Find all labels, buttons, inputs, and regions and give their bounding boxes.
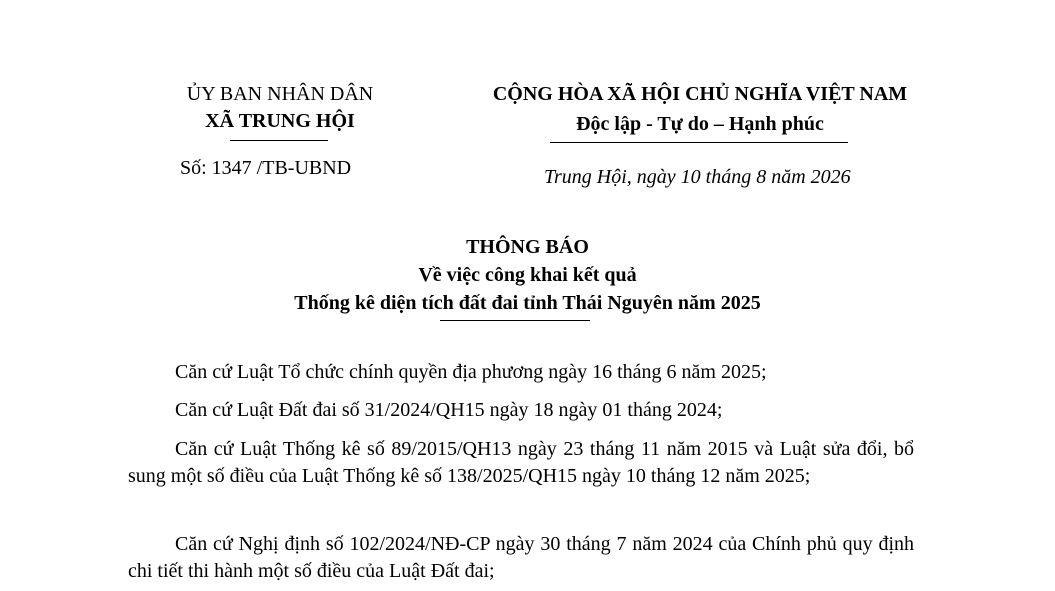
issuing-agency-line2: XÃ TRUNG HỘI (205, 110, 355, 132)
agency-underline (230, 140, 328, 141)
motto-underline (550, 142, 848, 143)
national-motto: Độc lập - Tự do – Hạnh phúc (576, 113, 824, 135)
document-type-title: THÔNG BÁO (466, 236, 589, 258)
legal-basis-paragraph: Căn cứ Luật Đất đai số 31/2024/QH15 ngày 18 ngày 01 tháng 2024; (175, 399, 723, 421)
issuing-agency-line1: ỦY BAN NHÂN DÂN (186, 83, 374, 105)
document-number: Số: 1347 /TB-UBND (180, 157, 352, 179)
document-subject-line1: Về việc công khai kết quả (418, 264, 637, 286)
legal-basis-paragraph: Căn cứ Nghị định số 102/2024/NĐ-CP ngày 30 tháng 7 năm 2024 của Chính phủ quy định chi tiết thi hành một số điều của Luật Đất đai; (128, 533, 914, 582)
title-underline (440, 320, 590, 321)
legal-basis-paragraph: Căn cứ Luật Thống kê số 89/2015/QH13 ngày 23 tháng 11 năm 2015 và Luật sửa đổi, bổ sung một số điều của Luật Thống kê số 138/2025/QH15 ngày 10 tháng 12 năm 2025; (128, 438, 914, 487)
document-subject-line2: Thống kê diện tích đất đai tỉnh Thái Nguyên năm 2025 (294, 292, 761, 314)
national-title: CỘNG HÒA XÃ HỘI CHỦ NGHĨA VIỆT NAM (492, 83, 908, 105)
place-and-date: Trung Hội, ngày 10 tháng 8 năm 2026 (544, 166, 851, 188)
legal-basis-paragraph: Căn cứ Luật Tổ chức chính quyền địa phương ngày 16 tháng 6 năm 2025; (175, 361, 767, 383)
